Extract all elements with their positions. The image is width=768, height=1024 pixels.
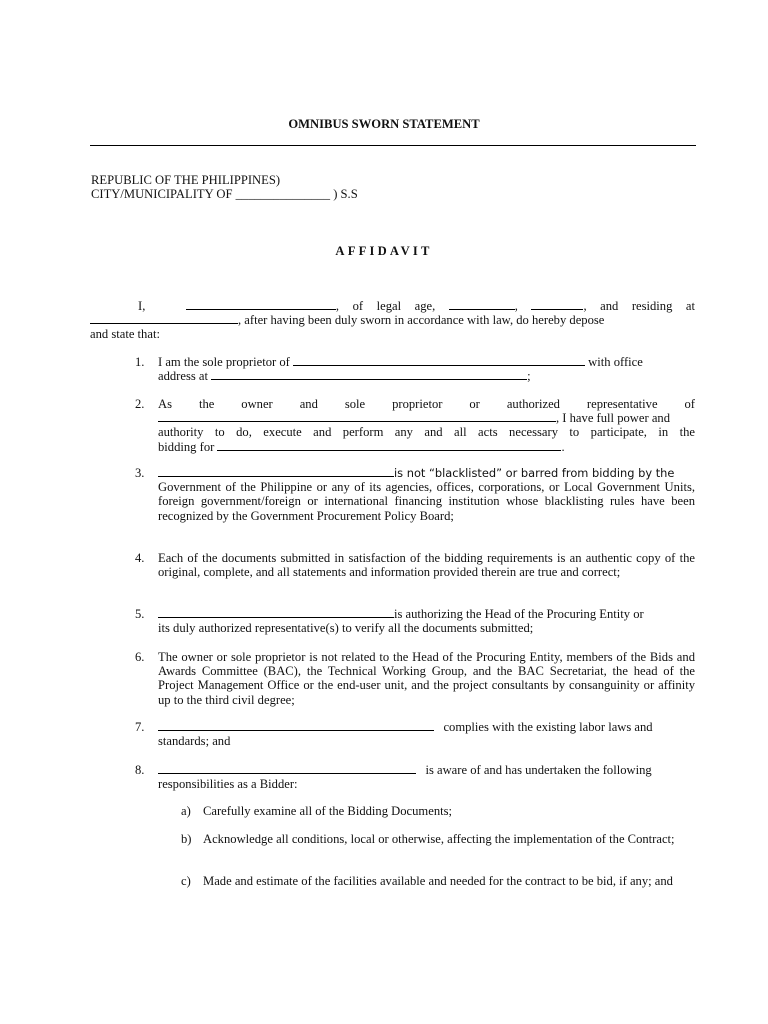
list-item: 1. I am the sole proprietor of with office address at ;: [135, 355, 643, 384]
intro-line-3: and state that:: [90, 327, 160, 342]
company-blank: [328, 411, 556, 422]
bidder-name-blank: [158, 466, 394, 477]
sub-list-item: b) Acknowledge all conditions, local or otherwise, affecting the implementation of the Contract;: [181, 832, 675, 846]
affiant-name-blank: [186, 299, 336, 310]
office-address-blank: [211, 369, 527, 380]
sub-list-item: c) Made and estimate of the facilities available and needed for the contract to be bid, if any; and: [181, 874, 673, 888]
list-item: 2. As the owner and sole proprietor or authorized representative of , I have full power and authority to do, execute and perform any and all acts necessary to participate, in the bidding for .: [135, 397, 695, 454]
list-item: 7. complies with the existing labor laws and standards; and: [135, 720, 653, 749]
intro-paragraph: [90, 299, 695, 342]
list-item: 8. is aware of and has undertaken the following responsibilities as a Bidder:: [135, 763, 652, 792]
representative-blank: [158, 411, 328, 422]
business-name-blank: [293, 355, 585, 366]
civil-status-blank: [449, 299, 515, 310]
list-item: 5. is authorizing the Head of the Procuring Entity or its duly authorized representative(s) to verify all the documents submitted;: [135, 607, 644, 636]
address-blank: [90, 313, 238, 324]
project-blank: [217, 440, 343, 451]
venue-city: CITY/MUNICIPALITY OF _______________ ) S.S: [91, 187, 358, 202]
intro-line-2: , after having been duly sworn in accordance with law, do hereby depose: [90, 313, 695, 327]
affidavit-heading: AFFIDAVIT: [335, 244, 433, 258]
venue-block: [91, 173, 358, 201]
bidder-name-blank: [158, 607, 394, 618]
sub-list-item: a) Carefully examine all of the Bidding Documents;: [181, 804, 453, 818]
list-item: 6. The owner or sole proprietor is not related to the Head of the Procuring Entity, members of the Bids and Awards Committee (BAC), the Technical Working Group, and the BAC Secretariat, the head of the Project Management Office or the end-user unit, and the project consultants by consanguinity or affinity up to the third civil degree;: [135, 650, 695, 707]
nationality-blank: [531, 299, 583, 310]
title-divider: [90, 145, 696, 146]
city-blank: _______________: [235, 187, 331, 202]
document-title: OMNIBUS SWORN STATEMENT: [288, 117, 480, 131]
project-blank-2: [343, 440, 561, 451]
list-item: 3. is not “blacklisted” or barred from bidding by the Government of the Philippine or any of its agencies, offices, corporations, or Local Government Units, foreign government/foreign or international financing institution whose blacklisting rules have been recognized by the Government Procurement Policy Board;: [135, 466, 695, 523]
bidder-name-blank: [158, 763, 416, 774]
intro-line-1: I, , of legal age, , , and residing at: [138, 299, 695, 313]
list-item: 4. Each of the documents submitted in satisfaction of the bidding requirements is an authentic copy of the original, complete, and all statements and information provided therein are true and correct;: [135, 551, 695, 580]
venue-republic: REPUBLIC OF THE PHILIPPINES): [91, 173, 281, 187]
bidder-name-blank: [158, 720, 434, 731]
